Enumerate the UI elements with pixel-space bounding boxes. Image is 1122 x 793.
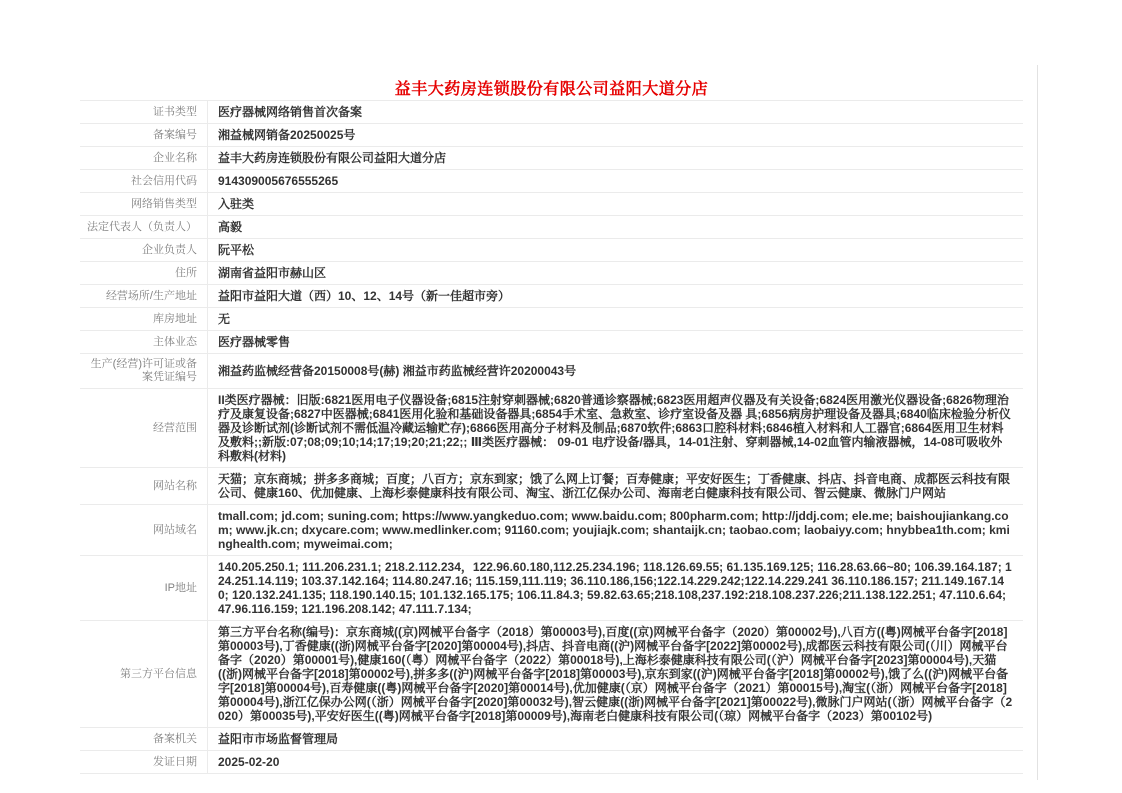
row-value: 湘益药监械经营备20150008号(赫) 湘益市药监械经营许20200043号 xyxy=(218,364,577,378)
row-value: 阮平松 xyxy=(218,243,255,257)
info-table xyxy=(80,100,1023,774)
row-label: 备案编号 xyxy=(80,124,208,146)
row-label: 法定代表人（负责人） xyxy=(80,216,208,238)
table-row xyxy=(80,147,1023,170)
table-row xyxy=(80,193,1023,216)
table-row xyxy=(80,331,1023,354)
table-row xyxy=(80,216,1023,239)
row-value: 益丰大药房连锁股份有限公司益阳大道分店 xyxy=(218,151,447,165)
row-label: 库房地址 xyxy=(80,308,208,330)
row-value: 湖南省益阳市赫山区 xyxy=(218,266,327,280)
table-row xyxy=(80,468,1023,505)
row-label: 经营场所/生产地址 xyxy=(80,285,208,307)
row-value: 医疗器械零售 xyxy=(218,335,291,349)
table-row xyxy=(80,556,1023,621)
page-title: 益丰大药房连锁股份有限公司益阳大道分店 xyxy=(394,81,709,98)
table-row xyxy=(80,124,1023,147)
row-value: 140.205.250.1; 111.206.231.1; 218.2.112.234，122.96.60.180,112.25.234.196; 118.126.69.55; 61.135.169.125; 116.28.63.66~80; 106.39.164.187; 124.251.14.119; 103.37.142.164; 114.80.247.16; 115.159,111.119; 36.110.186,156;122.14.229.242;122.14.229.241 36.110.186.157; 211.149.167.140; 120.132.241.135; 118.190.140.15; 101.132.165.175; 106.11.84.3; 59.82.63.65;218.108,237.192:218.108.237.226;211.138.122.251; 47.110.6.64; 47.96.116.159; 121.196.208.142; 47.111.7.134; xyxy=(218,560,1012,616)
row-value: II类医疗器械：旧版:6821医用电子仪器设备;6815注射穿刺器械;6820普通诊察器械;6823医用超声仪器及有关设备;6824医用激光仪器设备;6826物理治疗及康复设备;6827中医器械;6841医用化验和基础设备器具;6854手术室、急救室、诊疗室设备及器 具;6856病房护理设备及器具;6840临床检验分析仪器及诊断试剂(诊断试剂不需低温冷藏运输贮存);6866医用高分子材料及制品;6870软件;6863口腔科材料;6846植入材料和人工器官;6864医用卫生材料及敷料;;新版:07;08;09;10;14;17;19;20;21;22;; Ⅲ类医疗器械： 09-01 电疗设备/器具，14-01注射、穿刺器械,14-02血管内输液器械，14-08可吸收外科敷料(材料) xyxy=(218,393,1011,463)
row-label: IP地址 xyxy=(80,556,208,620)
row-label: 发证日期 xyxy=(80,751,208,773)
table-row xyxy=(80,621,1023,728)
row-value: 高毅 xyxy=(218,220,243,234)
row-label: 网站域名 xyxy=(80,505,208,555)
row-label: 备案机关 xyxy=(80,728,208,750)
table-row xyxy=(80,285,1023,308)
row-value: 2025-02-20 xyxy=(218,755,280,769)
table-row xyxy=(80,101,1023,124)
row-value: 无 xyxy=(218,312,231,326)
row-label: 生产(经营)许可证或备案凭证编号 xyxy=(80,354,208,388)
row-label: 住所 xyxy=(80,262,208,284)
row-label: 第三方平台信息 xyxy=(80,621,208,727)
row-value: 湘益械网销备20250025号 xyxy=(218,128,356,142)
row-value: 医疗器械网络销售首次备案 xyxy=(218,105,363,119)
table-row xyxy=(80,262,1023,285)
row-label: 主体业态 xyxy=(80,331,208,353)
table-row xyxy=(80,728,1023,751)
row-value: 第三方平台名称(编号)：京东商城((京)网械平台备字（2018）第00003号),百度((京)网械平台备字（2020）第00002号),八百方((粤)网械平台备字[2018]第00003号),丁香健康((浙)网械平台备字[2020]第00004号),抖店、抖音电商((沪)网械平台备字[2022]第00002号),成都医云科技有限公司(（川）网械平台备字（2020）第00001号),健康160(（粤）网械平台备字（2022）第00018号),上海杉泰健康科技有限公司(（沪）网械平台备字[2023]第00004号),天猫((浙)网械平台备字[2018]第00002号),拼多多((沪)网械平台备字[2018]第00003号),京东到家((沪)网械平台备字[2018]第00002号),饿了么((沪)网械平台备字[2018]第00004号),百寿健康((粤)网械平台备字[2020]第00014号),优加健康(（京）网械平台备字（2021）第00015号),淘宝(（浙）网械平台备字[2018]第00004号),浙江亿保办公网(（浙）网械平台备字[2020]第00032号),智云健康((浙)网械平台备字[2021]第00022号),微脉门户网站(（浙）网械平台备字（2020）第00035号),平安好医生((粤)网械平台备字[2018]第00009号),海南老白健康科技有限公司(（琼）网械平台备字（2023）第00102号) xyxy=(218,625,1013,723)
row-value: 益阳市市场监督管理局 xyxy=(218,732,339,746)
row-label: 企业负责人 xyxy=(80,239,208,261)
page-edge-divider xyxy=(1037,65,1038,780)
row-value: 入驻类 xyxy=(218,197,255,211)
table-row xyxy=(80,751,1023,774)
table-row xyxy=(80,354,1023,389)
row-label: 网站名称 xyxy=(80,468,208,504)
row-value: tmall.com; jd.com; suning.com; https://www.yangkeduo.com; www.baidu.com; 800pharm.com; http://jddj.com; ele.me; baishoujiankang.com; www.jk.cn; dxycare.com; www.medlinker.com; 91160.com; youjiajk.com; shantaijk.cn; taobao.com; laobaiyy.com; hnybbea1th.com; kminghealth.com; myweimai.com; xyxy=(218,509,1010,551)
row-value: 天猫；京东商城；拼多多商城；百度；八百方；京东到家；饿了么网上订餐；百寿健康；平安好医生；丁香健康、抖店、抖音电商、成都医云科技有限公司、健康160、优加健康、上海杉泰健康科技有限公司、淘宝、浙江亿保办公司、海南老白健康科技有限公司、智云健康、微脉门户网站 xyxy=(218,472,1011,500)
table-row xyxy=(80,389,1023,468)
table-row xyxy=(80,239,1023,262)
row-label: 社会信用代码 xyxy=(80,170,208,192)
row-label: 证书类型 xyxy=(80,101,208,123)
row-label: 企业名称 xyxy=(80,147,208,169)
table-row xyxy=(80,308,1023,331)
row-value: 益阳市益阳大道（西）10、12、14号（新一佳超市旁） xyxy=(218,289,511,303)
table-row xyxy=(80,505,1023,556)
row-label: 经营范围 xyxy=(80,389,208,467)
row-label: 网络销售类型 xyxy=(80,193,208,215)
row-value: 914309005676555265 xyxy=(218,174,339,188)
table-row xyxy=(80,170,1023,193)
